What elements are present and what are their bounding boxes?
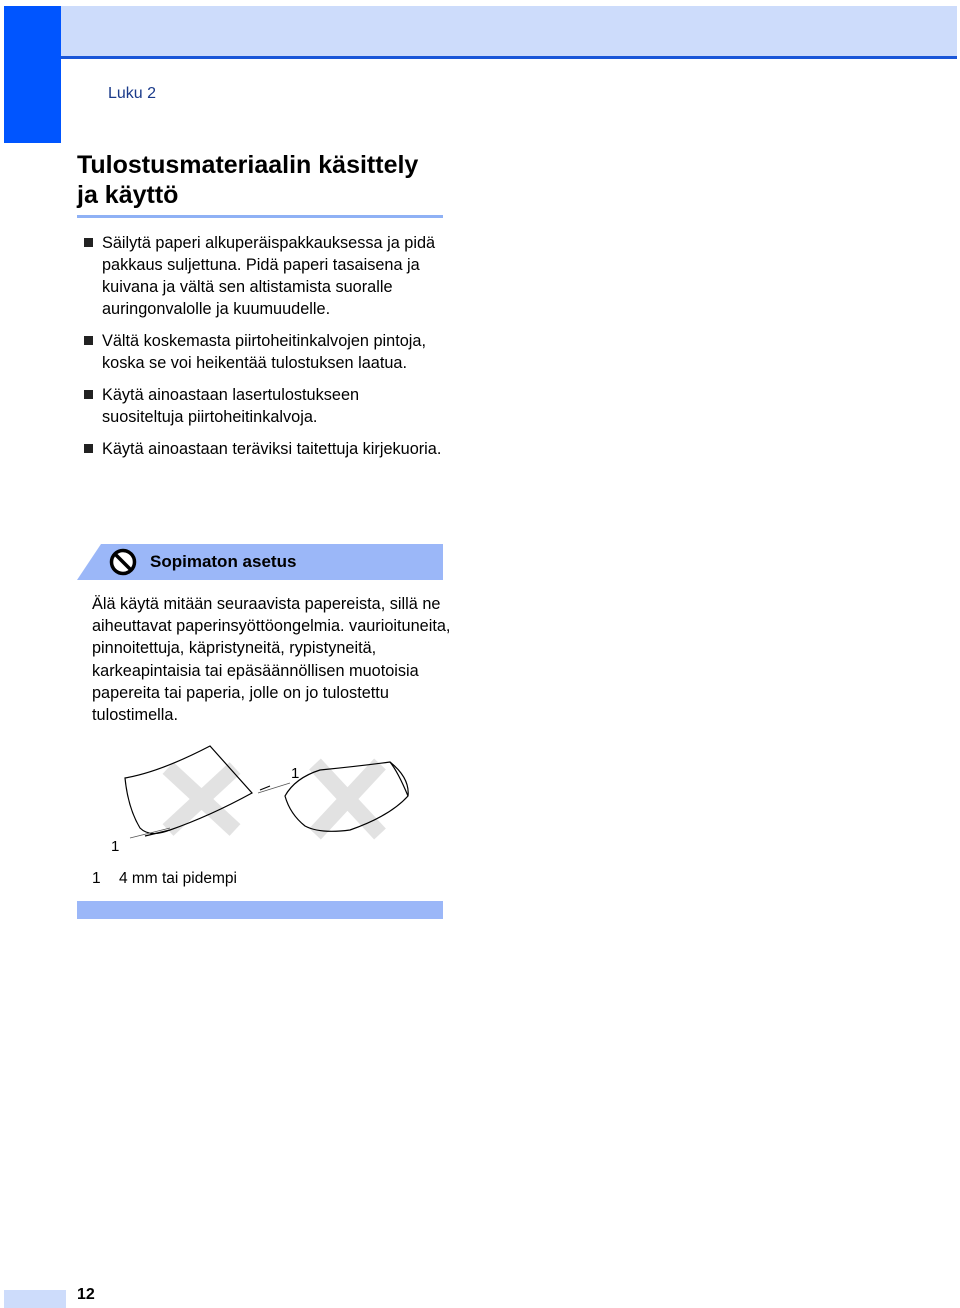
list-item (84, 438, 444, 460)
list-item (84, 384, 444, 428)
square-bullet-icon (84, 238, 93, 247)
list-item-text: Käytä ainoastaan lasertulostukseen suositeltuja piirtoheitinkalvoja. (102, 386, 360, 426)
header-band (61, 6, 957, 59)
list-item-text: Säilytä paperi alkuperäispakkauksessa ja pidä pakkaus suljettuna. Pidä paperi tasaisena ja kuivana ja vältä sen altistamista suoralle auringonvalolle ja kuumuudelle. (102, 234, 436, 318)
page-tab (4, 1290, 66, 1308)
list-item (84, 330, 444, 374)
figure-legend (92, 870, 237, 888)
list-item-text: Vältä koskemasta piirtoheitinkalvojen pintoja, koska se voi heikentää tulostuksen laatua. (102, 332, 426, 372)
callout-number: 1 (111, 838, 120, 855)
page-number: 12 (77, 1286, 95, 1303)
chapter-tab (4, 6, 61, 143)
caution-title: Sopimaton asetus (150, 552, 297, 571)
callout-number: 1 (291, 765, 300, 782)
legend-number: 1 (92, 870, 101, 887)
square-bullet-icon (84, 336, 93, 345)
list-item (84, 232, 444, 320)
chapter-label: Luku 2 (108, 85, 157, 102)
square-bullet-icon (84, 444, 93, 453)
unsuitable-paper-illustration (90, 738, 420, 858)
bullet-list (84, 232, 444, 470)
list-item-text: Käytä ainoastaan teräviksi taitettuja kirjekuoria. (102, 440, 442, 458)
square-bullet-icon (84, 390, 93, 399)
title-rule (77, 215, 443, 218)
cross-mark-icon (168, 764, 380, 834)
caution-body: Älä käytä mitään seuraavista papereista, sillä ne aiheuttavat paperinsyöttöongelmia. vaurioituneita, pinnoitettuja, käpristyneitä, rypistyneitä, karkeapintaisia tai epäsäännöllisen muotoisia papereita tai paperia, jolle on jo tulostettu tulostimella. (92, 595, 451, 725)
legend-text: 4 mm tai pidempi (118, 870, 237, 887)
prohibited-icon (109, 548, 137, 576)
section-title: Tulostusmateriaalin käsittely ja käyttö (77, 151, 419, 209)
caution-footer-bar (77, 901, 443, 919)
